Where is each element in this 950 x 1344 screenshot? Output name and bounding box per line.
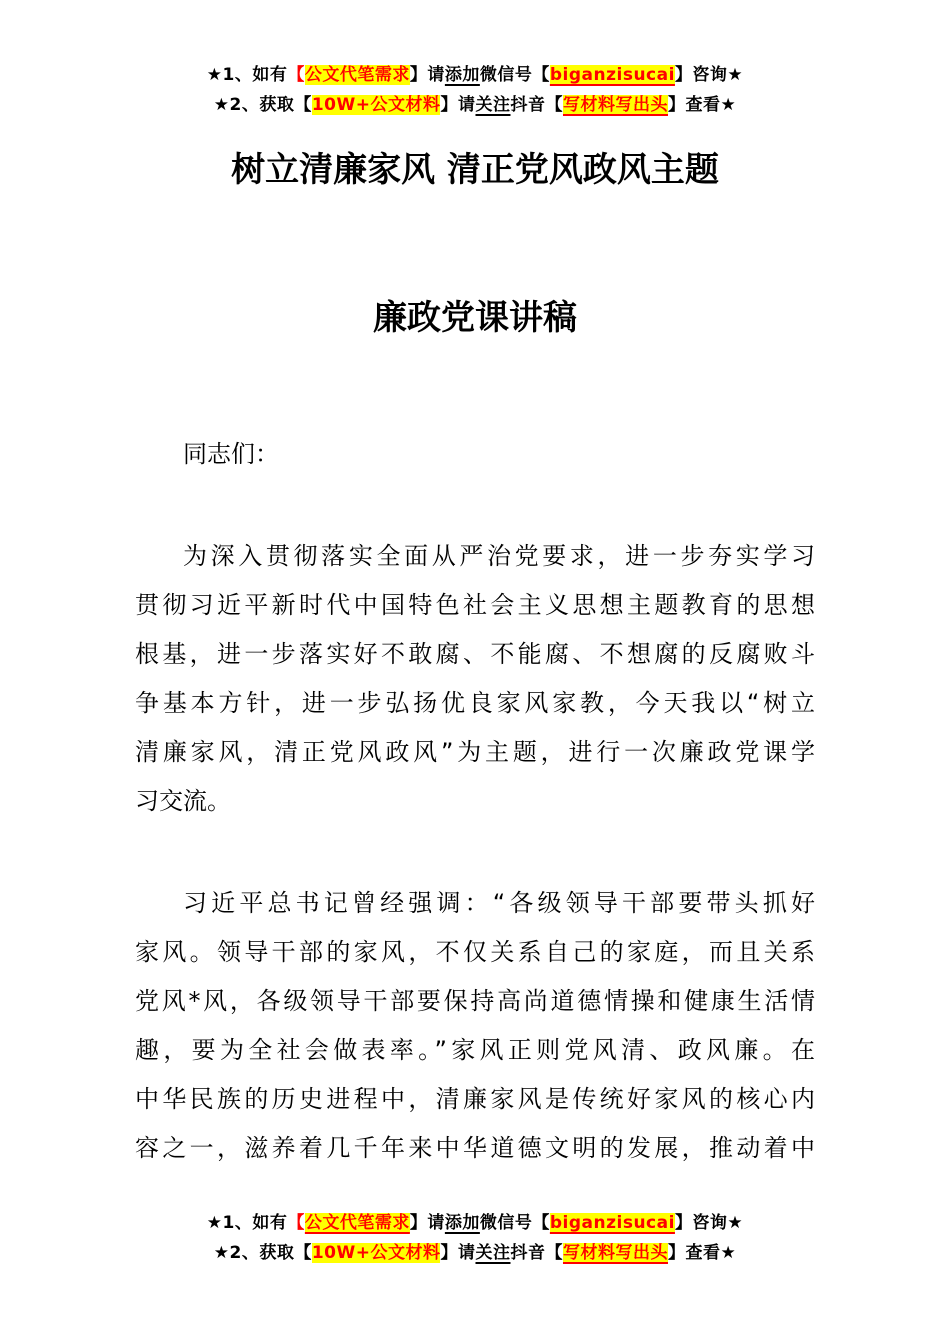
promo-plain: 】请 <box>409 65 445 85</box>
paragraph-line: 根基，进一步落实好不敢腐、不能腐、不想腐的反腐败斗 <box>135 640 815 668</box>
paragraph-line: 容之一，滋养着几千年来中华道德文明的发展，推动着中 <box>135 1134 815 1162</box>
promo-plain: 抖音【 <box>510 1243 563 1263</box>
paragraph-line: 争基本方针，进一步弘扬优良家风家教，今天我以“树立 <box>135 689 815 717</box>
promo-highlight: 公文代笔需求 <box>304 65 410 85</box>
paragraph-line: 党风*风，各级领导干部要保持高尚道德情操和健康生活情 <box>135 987 815 1015</box>
promo-bracket-red: 【 <box>287 1213 305 1233</box>
paragraph-line: 贯彻习近平新时代中国特色社会主义思想主题教育的思想 <box>135 591 815 619</box>
promo-plain: 微信号【 <box>479 65 550 85</box>
paragraph <box>135 532 815 826</box>
promo-plain: 】请 <box>440 1243 476 1263</box>
promo-highlight-underline: biganzisucai <box>549 1213 675 1233</box>
promo-highlight-underline: 公文代笔需求 <box>304 1213 410 1233</box>
promo-plain: 】请 <box>440 95 476 115</box>
promo-highlight-underline: 写材料写出头 <box>562 95 668 115</box>
promo-underline: 关注 <box>475 95 511 115</box>
document-body <box>135 430 815 1173</box>
promo-line <box>0 1238 950 1268</box>
promo-bracket-red: 【 <box>287 65 305 85</box>
paragraph-line: 习交流。 <box>135 787 231 815</box>
promo-header <box>0 0 950 120</box>
promo-plain: ★2、获取【 <box>213 1243 312 1263</box>
promo-line <box>0 1208 950 1238</box>
promo-plain: 】咨询★ <box>674 1213 744 1233</box>
paragraph-line: 家风。领导干部的家风，不仅关系自己的家庭，而且关系 <box>135 938 815 966</box>
promo-highlight-underline: 写材料写出头 <box>562 1243 668 1263</box>
promo-underline: 关注 <box>475 1243 511 1263</box>
promo-highlight-underline: biganzisucai <box>549 65 675 85</box>
promo-line <box>0 60 950 90</box>
paragraph <box>135 879 815 1173</box>
promo-footer <box>0 1208 950 1268</box>
paragraphs-container <box>135 532 815 1173</box>
promo-plain: ★1、如有 <box>206 1213 288 1233</box>
promo-plain: 】请 <box>409 1213 445 1233</box>
paragraph-line: 习近平总书记曾经强调：“各级领导干部要带头抓好 <box>183 889 815 917</box>
document-title: 树立清廉家风 清正党风政风主题 <box>231 150 719 190</box>
paragraph-line: 为深入贯彻落实全面从严治党要求，进一步夯实学习 <box>183 542 815 570</box>
document-subtitle: 廉政党课讲稿 <box>373 298 577 338</box>
promo-line <box>0 90 950 120</box>
promo-plain: 】咨询★ <box>674 65 744 85</box>
promo-plain: 】查看★ <box>667 1243 737 1263</box>
paragraph-line: 中华民族的历史进程中，清廉家风是传统好家风的核心内 <box>135 1085 815 1113</box>
paragraph-line: 清廉家风，清正党风政风”为主题，进行一次廉政党课学 <box>135 738 815 766</box>
promo-plain: ★2、获取【 <box>213 95 312 115</box>
promo-highlight: 10W+公文材料 <box>311 1243 441 1263</box>
promo-underline: 添加 <box>444 65 480 85</box>
promo-highlight: 10W+公文材料 <box>311 95 441 115</box>
promo-plain: 微信号【 <box>479 1213 550 1233</box>
promo-underline: 添加 <box>444 1213 480 1233</box>
promo-plain: 抖音【 <box>510 95 563 115</box>
promo-plain: 】查看★ <box>667 95 737 115</box>
salutation: 同志们： <box>183 440 279 468</box>
paragraph-line: 趣，要为全社会做表率。”家风正则党风清、政风廉。在 <box>135 1036 815 1064</box>
promo-plain: ★1、如有 <box>206 65 288 85</box>
